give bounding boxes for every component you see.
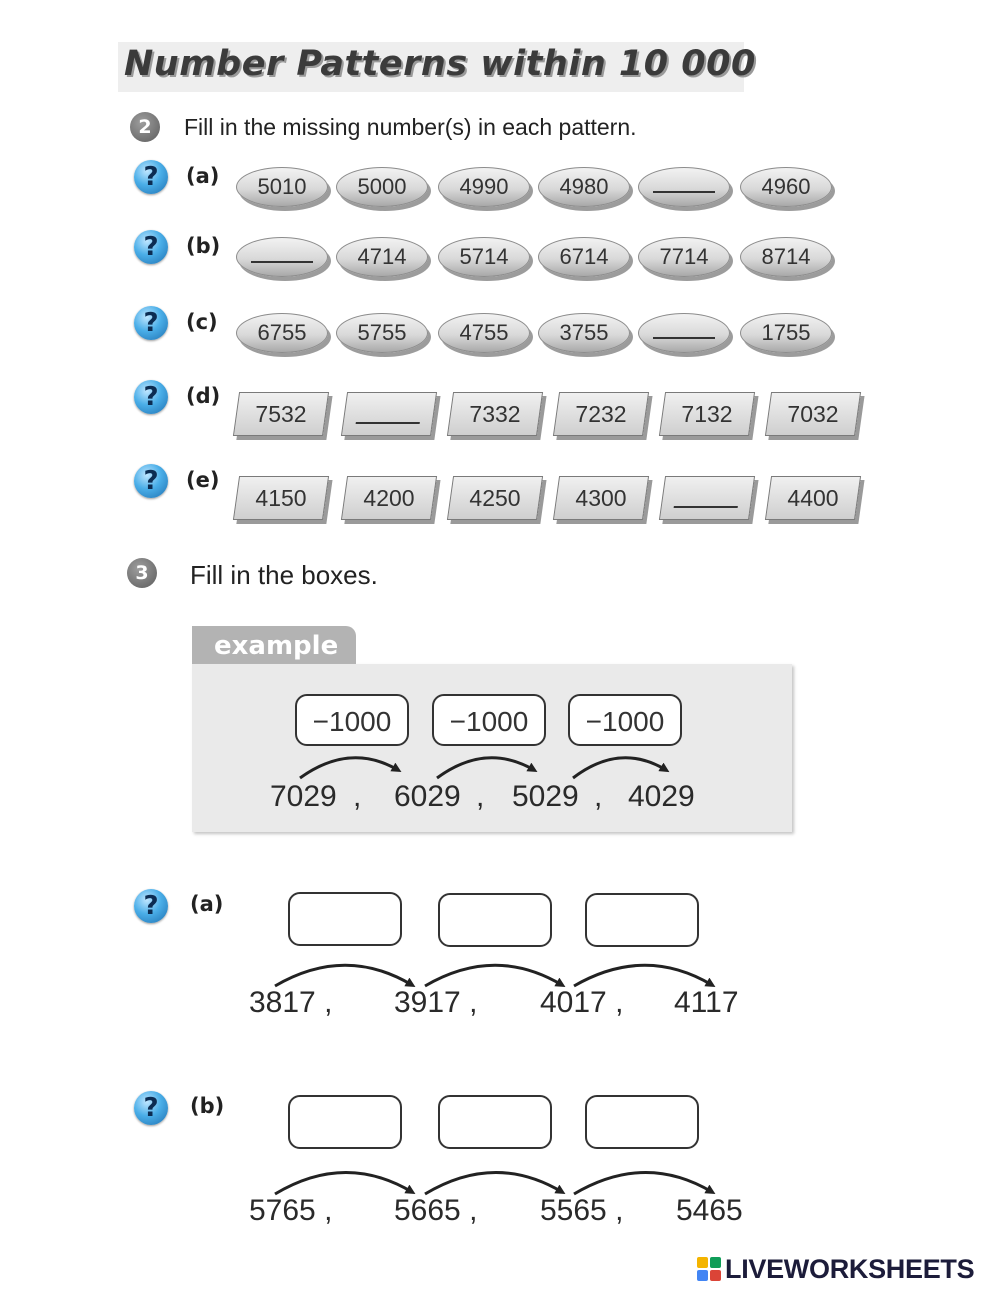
q2c-item-4: 3755 xyxy=(538,313,630,353)
q2b-item-4: 6714 xyxy=(538,237,630,277)
q2d-item-text: 7332 xyxy=(469,401,521,427)
help-icon-q2e[interactable]: ? xyxy=(134,464,168,498)
q3b-number-2: 5665 , xyxy=(394,1194,478,1227)
q2e-label: (e) xyxy=(186,468,220,492)
q3b-arrow-2 xyxy=(425,1172,562,1194)
q3b-arrow-1 xyxy=(275,1172,412,1194)
question-2-number: 2 xyxy=(130,112,160,142)
q2b-label: (b) xyxy=(186,234,221,258)
q2a-item-2: 5000 xyxy=(336,167,428,207)
page-title: Number Patterns within 10 000 xyxy=(124,44,756,84)
logo-text: LIVEWORKSHEETS xyxy=(725,1254,975,1284)
q2c-label: (c) xyxy=(186,310,218,334)
help-icon-q2a[interactable]: ? xyxy=(134,160,168,194)
example-comma-3: , xyxy=(594,780,603,813)
q2e-item-text: 4300 xyxy=(575,485,627,511)
q3a-number-4: 4117 xyxy=(674,986,739,1019)
q2c-item-6: 1755 xyxy=(740,313,832,353)
help-icon-q2c[interactable]: ? xyxy=(134,306,168,340)
q2e-item-text: 4250 xyxy=(469,485,521,511)
q2d-item-text: 7532 xyxy=(255,401,307,427)
question-3-number: 3 xyxy=(127,558,157,588)
q2e-item-text: 4400 xyxy=(787,485,839,511)
example-box-2: −1000 xyxy=(432,694,546,746)
example-number-4: 4029 xyxy=(628,780,695,813)
q2b-item-5: 7714 xyxy=(638,237,730,277)
q3a-number-2: 3917 , xyxy=(394,986,478,1019)
help-icon-q3b[interactable]: ? xyxy=(134,1091,168,1125)
q2b-item-3: 5714 xyxy=(438,237,530,277)
q2b-item-6: 8714 xyxy=(740,237,832,277)
q2d-item-text: 7032 xyxy=(787,401,839,427)
q3a-label: (a) xyxy=(190,892,224,916)
q2c-item-3: 4755 xyxy=(438,313,530,353)
help-icon-q3a[interactable]: ? xyxy=(134,889,168,923)
q2c-item-2: 5755 xyxy=(336,313,428,353)
example-comma-2: , xyxy=(476,780,485,813)
logo-icon xyxy=(697,1257,721,1281)
q2c-item-1: 6755 xyxy=(236,313,328,353)
example-arrow-1 xyxy=(300,758,398,778)
q2d-label: (d) xyxy=(186,384,221,408)
q2d-item-text: 7132 xyxy=(681,401,733,427)
example-box-1: −1000 xyxy=(295,694,409,746)
example-number-2: 6029 xyxy=(394,780,461,813)
q3a-number-1: 3817 , xyxy=(249,986,333,1019)
q3a-arrow-2 xyxy=(425,965,562,986)
example-comma-1: , xyxy=(353,780,362,813)
q2e-item-text: 4200 xyxy=(363,485,415,511)
q2d-item-text: 7232 xyxy=(575,401,627,427)
q3b-number-3: 5565 , xyxy=(540,1194,624,1227)
q3a-arrow-3 xyxy=(574,965,712,986)
q3a-number-3: 4017 , xyxy=(540,986,624,1019)
example-box-3: −1000 xyxy=(568,694,682,746)
q2b-item-2: 4714 xyxy=(336,237,428,277)
q3b-arrow-3 xyxy=(574,1172,712,1194)
question-3-instruction: Fill in the boxes. xyxy=(190,560,378,590)
help-icon-q2d[interactable]: ? xyxy=(134,380,168,414)
q3b-label: (b) xyxy=(190,1094,225,1118)
example-arrow-2 xyxy=(437,758,534,778)
example-tab: example xyxy=(192,626,356,666)
q3a-arrow-1 xyxy=(275,965,412,986)
q3b-number-4: 5465 xyxy=(676,1194,743,1227)
q2e-item-text: 4150 xyxy=(255,485,307,511)
help-icon-q2b[interactable]: ? xyxy=(134,230,168,264)
q2a-item-4: 4980 xyxy=(538,167,630,207)
q2a-label: (a) xyxy=(186,164,220,188)
q3b-number-1: 5765 , xyxy=(249,1194,333,1227)
q2a-item-1: 5010 xyxy=(236,167,328,207)
q2a-item-6: 4960 xyxy=(740,167,832,207)
question-2-instruction: Fill in the missing number(s) in each pattern. xyxy=(184,114,637,140)
example-arrow-3 xyxy=(573,758,666,778)
example-number-3: 5029 xyxy=(512,780,579,813)
q2a-item-3: 4990 xyxy=(438,167,530,207)
example-number-1: 7029 xyxy=(270,780,337,813)
